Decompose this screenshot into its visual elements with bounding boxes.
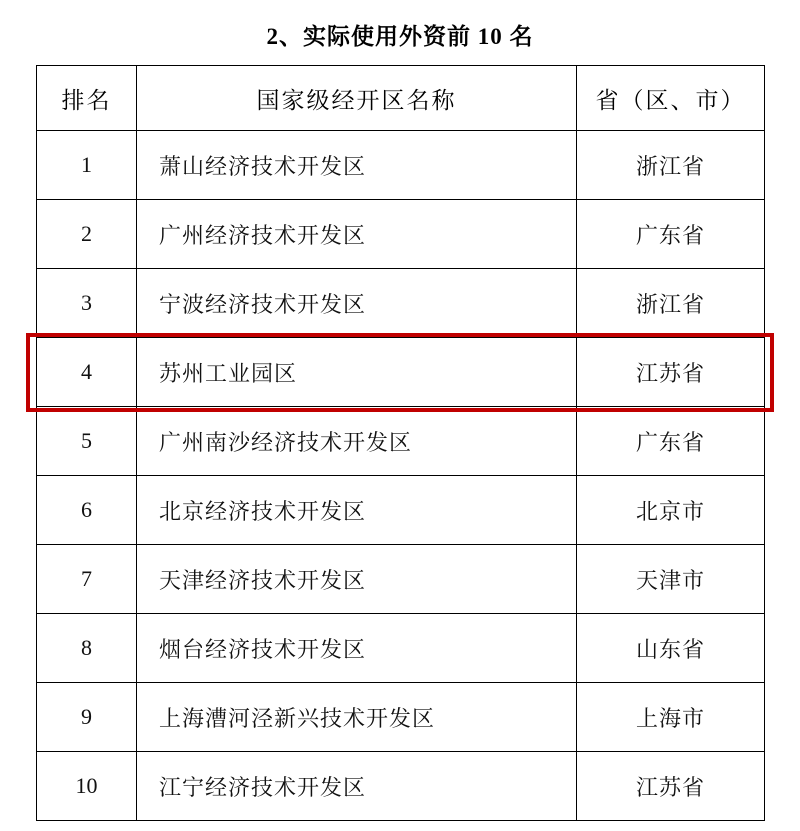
cell-zone-name: 广州南沙经济技术开发区 <box>137 407 577 476</box>
table-row <box>37 269 765 338</box>
cell-rank: 1 <box>37 131 137 200</box>
cell-province: 浙江省 <box>577 269 765 338</box>
table-body <box>37 66 765 821</box>
cell-rank: 9 <box>37 683 137 752</box>
cell-rank: 2 <box>37 200 137 269</box>
table-row <box>37 545 765 614</box>
cell-province: 浙江省 <box>577 131 765 200</box>
table-row <box>37 752 765 821</box>
cell-province: 上海市 <box>577 683 765 752</box>
cell-rank: 3 <box>37 269 137 338</box>
cell-province: 天津市 <box>577 545 765 614</box>
cell-rank: 4 <box>37 338 137 407</box>
cell-zone-name: 天津经济技术开发区 <box>137 545 577 614</box>
cell-province: 江苏省 <box>577 338 765 407</box>
table-row <box>37 131 765 200</box>
table-header-row <box>37 66 765 131</box>
cell-zone-name: 烟台经济技术开发区 <box>137 614 577 683</box>
cell-rank: 6 <box>37 476 137 545</box>
ranking-table <box>36 65 765 821</box>
cell-zone-name: 江宁经济技术开发区 <box>137 752 577 821</box>
table-row <box>37 476 765 545</box>
cell-zone-name: 萧山经济技术开发区 <box>137 131 577 200</box>
cell-zone-name: 北京经济技术开发区 <box>137 476 577 545</box>
cell-province: 山东省 <box>577 614 765 683</box>
column-header-rank: 排名 <box>37 66 137 131</box>
table-row <box>37 200 765 269</box>
cell-province: 广东省 <box>577 200 765 269</box>
cell-province: 江苏省 <box>577 752 765 821</box>
table-row <box>37 407 765 476</box>
cell-rank: 10 <box>37 752 137 821</box>
cell-zone-name: 上海漕河泾新兴技术开发区 <box>137 683 577 752</box>
cell-rank: 8 <box>37 614 137 683</box>
table-row <box>37 338 765 407</box>
page-title: 2、实际使用外资前 10 名 <box>266 24 534 49</box>
cell-zone-name: 宁波经济技术开发区 <box>137 269 577 338</box>
table-row <box>37 683 765 752</box>
cell-zone-name: 苏州工业园区 <box>137 338 577 407</box>
cell-province: 广东省 <box>577 407 765 476</box>
cell-rank: 5 <box>37 407 137 476</box>
column-header-zone-name: 国家级经开区名称 <box>137 66 577 131</box>
cell-rank: 7 <box>37 545 137 614</box>
cell-province: 北京市 <box>577 476 765 545</box>
cell-zone-name: 广州经济技术开发区 <box>137 200 577 269</box>
table-row <box>37 614 765 683</box>
column-header-province: 省（区、市） <box>577 66 765 131</box>
ranking-table-wrapper <box>36 65 764 821</box>
